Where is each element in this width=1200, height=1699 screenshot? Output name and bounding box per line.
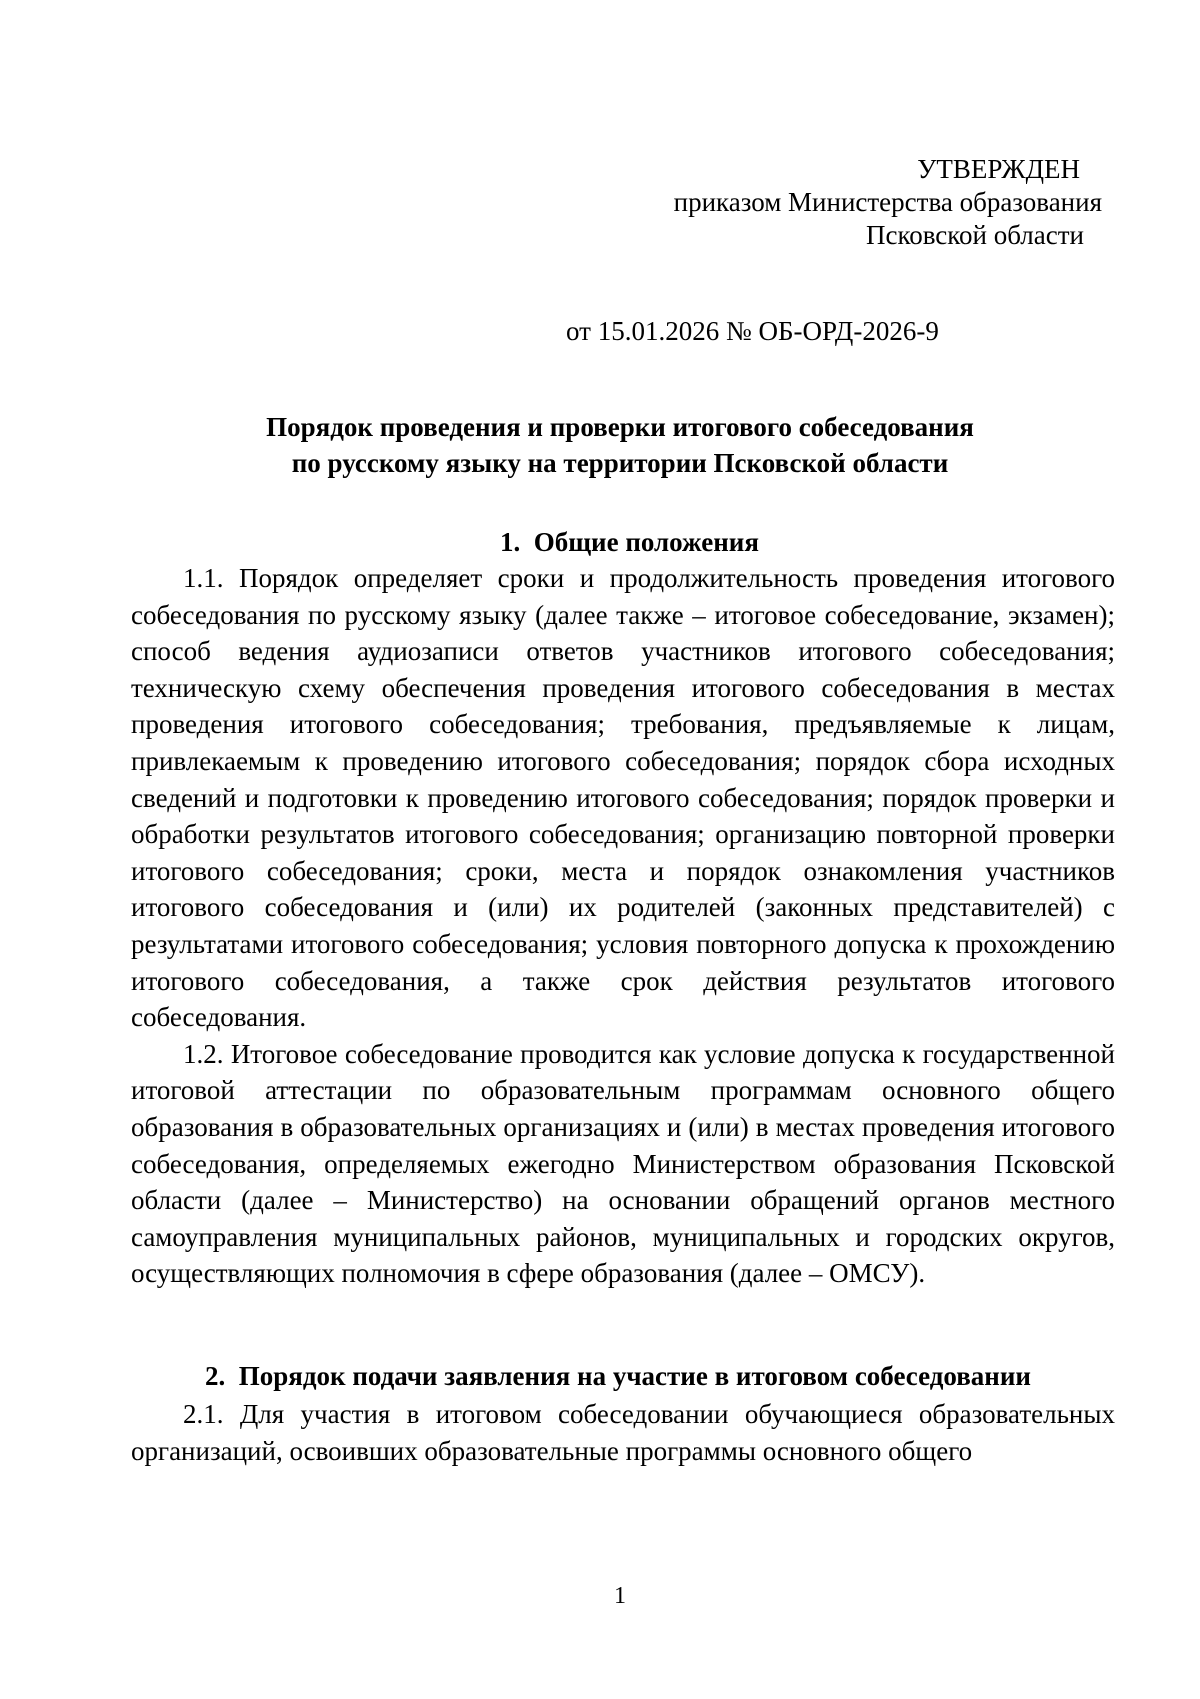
- section-1-title: Общие положения: [533, 527, 759, 557]
- paragraph-1-2: 1.2. Итоговое собеседование проводится как условие допуска к государственной итоговой аттестации по образовательным программам основного общего образования в образовательных организациях и (или) в местах проведения итогового собеседования, определяемых ежегодно Министерством образования Псковской области (далее – Министерство) на основании обращений органов местного самоуправления муниципальных районов, муниципальных и городских округов, осуществляющих полномочия в сфере образования (далее – ОМСУ).: [131, 1038, 1115, 1289]
- section-1-heading: [500, 524, 759, 560]
- section-2-heading: [205, 1358, 1031, 1394]
- paragraph-2-1: 2.1. Для участия в итоговом собеседовании обучающиеся образовательных организаций, освоивших образовательные программы основного общего: [131, 1399, 1115, 1466]
- page-number: 1: [614, 1583, 626, 1609]
- section-2-body: [131, 1396, 1115, 1469]
- section-2-number: 2.: [205, 1361, 226, 1391]
- approval-line-region: Псковской области: [865, 220, 1084, 250]
- document-title-line2: по русскому языку на территории Псковской области: [291, 448, 949, 478]
- approval-stamp: [600, 153, 1120, 252]
- paragraph-1-1: 1.1. Порядок определяет сроки и продолжительность проведения итогового собеседования по русскому языку (далее также – итоговое собеседование, экзамен); способ ведения аудиозаписи ответов участников итогового собеседования; техническую схему обеспечения проведения итогового собеседования в местах проведения итогового собеседования; требования, предъявляемые к лицам, привлекаемым к проведению итогового собеседования; порядок сбора исходных сведений и подготовки к проведению итогового собеседования; порядок проверки и обработки результатов итогового собеседования; организацию повторной проверки итогового собеседования; сроки, места и порядок ознакомления участников итогового собеседования и (или) их родителей (законных представителей) с результатами итогового собеседования; условия повторного допуска к прохождению итогового собеседования, а также срок действия результатов итогового собеседования.: [131, 563, 1115, 1033]
- approval-line-approved: УТВЕРЖДЕН: [917, 154, 1080, 184]
- section-1-number: 1.: [500, 527, 521, 557]
- approval-line-order: приказом Министерства образования: [673, 187, 1102, 217]
- document-title: [0, 409, 1200, 481]
- document-title-line1: Порядок проведения и проверки итогового собеседования: [266, 412, 974, 442]
- section-2-title: Порядок подачи заявления на участие в итоговом собеседовании: [238, 1361, 1031, 1391]
- section-1-body: [131, 560, 1115, 1292]
- order-reference: от 15.01.2026 № ОБ-ОРД-2026-9: [566, 316, 939, 346]
